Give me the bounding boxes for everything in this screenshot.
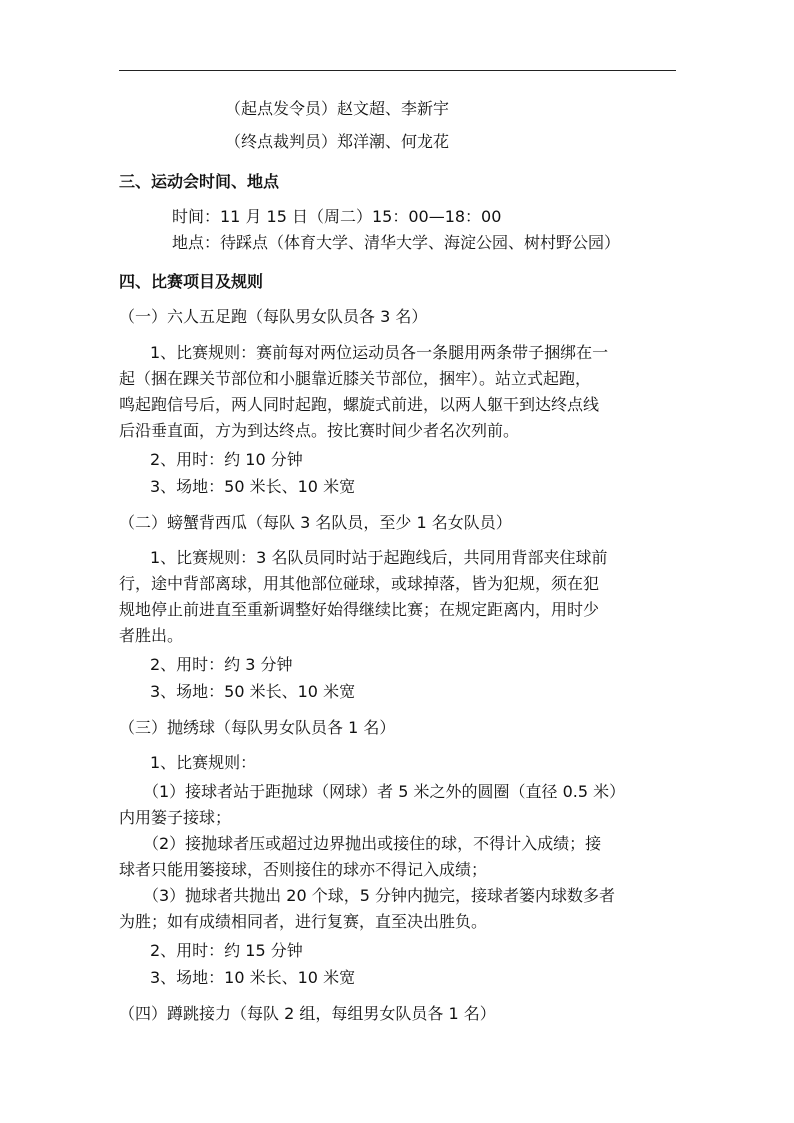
event-2-title: （二）螃蟹背西瓜（每队 3 名队员，至少 1 名女队员） (119, 513, 512, 532)
finish-judges: （终点裁判员）郑洋潮、何龙花 (225, 132, 450, 151)
event-2-rule-line: 者胜出。 (119, 626, 184, 645)
event-3-venue: 3、场地：10 米长、10 米宽 (150, 968, 356, 987)
event-3-rule-item: （3）抛球者共抛出 20 个球，5 分钟内抛完，接球者篓内球数多者 (143, 886, 615, 905)
header-rule (119, 70, 676, 71)
event-2-venue: 3、场地：50 米长、10 米宽 (150, 682, 356, 701)
event-1-duration: 2、用时：约 10 分钟 (150, 450, 303, 469)
section-heading-time-location: 三、运动会时间、地点 (119, 172, 280, 191)
event-1-rule-line: 1、比赛规则：赛前每对两位运动员各一条腿用两条带子捆绑在一 (150, 343, 609, 362)
event-3-rule-item: 内用篓子接球； (119, 808, 232, 827)
event-3-rule-item: （2）接抛球者压或超过边界抛出或接住的球，不得计入成绩；接 (143, 834, 602, 853)
event-1-rule-line: 起（捆在踝关节部位和小腿靠近膝关节部位，捆牢）。站立式起跑， (119, 369, 592, 388)
event-3-rule-item: （1）接球者站于距抛球（网球）者 5 米之外的圆圈（直径 0.5 米） (143, 782, 626, 801)
event-location: 地点：待踩点（体育大学、清华大学、海淀公园、树村野公园） (172, 233, 621, 252)
event-3-rule-item: 为胜；如有成绩相同者，进行复赛，直至决出胜负。 (119, 912, 488, 931)
event-3-rule-heading: 1、比赛规则： (150, 753, 257, 772)
event-2-rule-line: 规地停止前进直至重新调整好始得继续比赛；在规定距离内，用时少 (119, 600, 600, 619)
event-1-title: （一）六人五足跑（每队男女队员各 3 名） (119, 307, 428, 326)
event-2-rule-line: 行，途中背部离球，用其他部位碰球，或球掉落，皆为犯规，须在犯 (119, 574, 600, 593)
event-time: 时间：11 月 15 日（周二）15：00—18：00 (172, 207, 502, 226)
event-1-venue: 3、场地：50 米长、10 米宽 (150, 477, 356, 496)
event-3-duration: 2、用时：约 15 分钟 (150, 941, 303, 960)
starter-officials: （起点发令员）赵文超、李新宇 (225, 99, 450, 118)
event-1-rule-line: 鸣起跑信号后，两人同时起跑，螺旋式前进，以两人躯干到达终点线 (119, 395, 600, 414)
event-3-rule-item: 球者只能用篓接球，否则接住的球亦不得记入成绩； (119, 860, 488, 879)
section-heading-events: 四、比赛项目及规则 (119, 272, 264, 291)
event-4-title: （四）蹲跳接力（每队 2 组，每组男女队员各 1 名） (119, 1004, 496, 1023)
event-3-title: （三）抛绣球（每队男女队员各 1 名） (119, 718, 396, 737)
event-2-duration: 2、用时：约 3 分钟 (150, 655, 293, 674)
event-2-rule-line: 1、比赛规则：3 名队员同时站于起跑线后，共同用背部夹住球前 (150, 548, 608, 567)
event-1-rule-line: 后沿垂直面，方为到达终点。按比赛时间少者名次列前。 (119, 421, 520, 440)
